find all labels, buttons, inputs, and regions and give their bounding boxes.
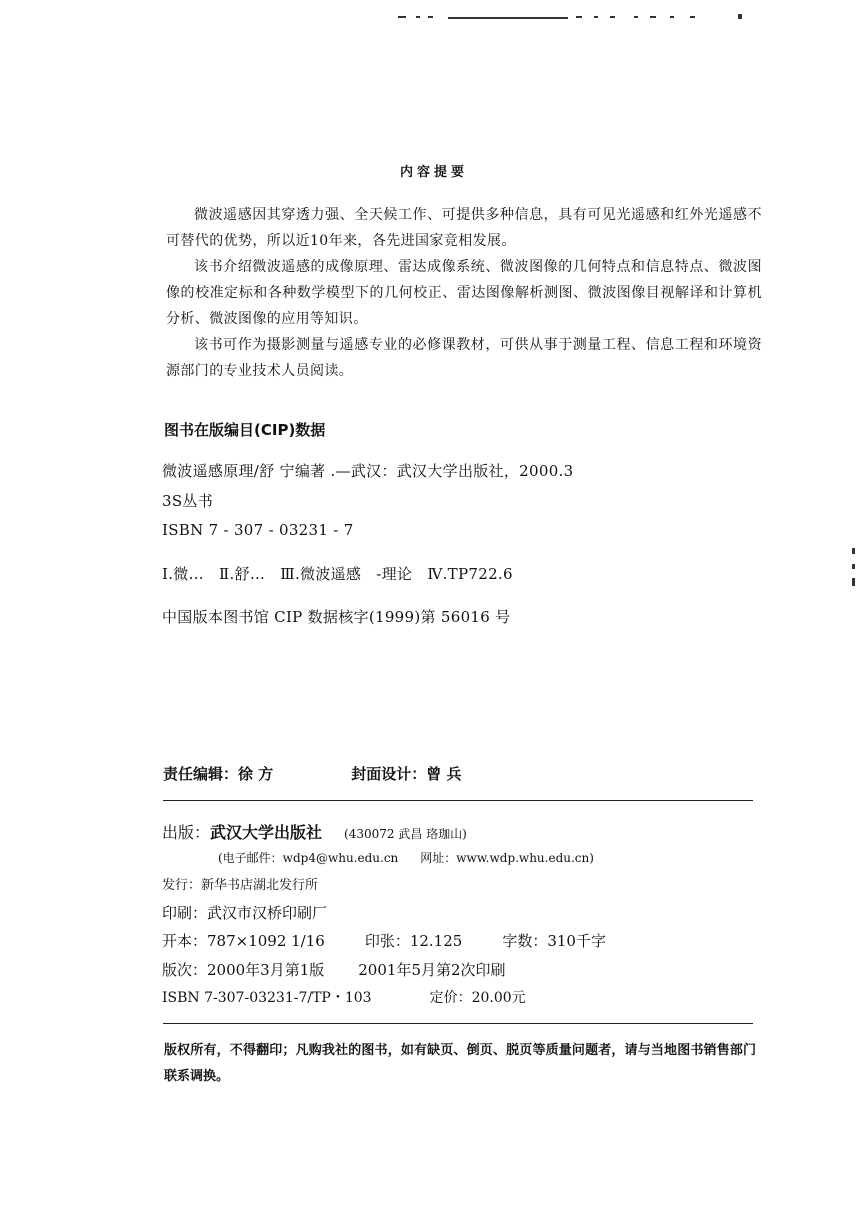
abstract-body — [166, 202, 762, 384]
cip-title-line: 微波遥感原理/舒 宁编著 .—武汉：武汉大学出版社，2000.3 — [162, 462, 574, 480]
publisher-name: 武汉大学出版社 — [210, 823, 323, 842]
word-count: 字数：310千字 — [502, 932, 606, 950]
isbn-full: ISBN 7-307-03231-7/TP・103 — [162, 990, 372, 1006]
printed-sheets: 印张：12.125 — [364, 932, 463, 950]
cip-subject-line: Ⅰ.微… Ⅱ.舒… Ⅲ.微波遥感 -理论 Ⅳ.TP722.6 — [162, 565, 513, 583]
contact-line — [218, 849, 594, 866]
format-line — [162, 930, 606, 951]
book-format: 开本：787×1092 1/16 — [162, 932, 325, 950]
cip-series-line: 3S丛书 — [162, 492, 214, 510]
publisher-label: 出版： — [162, 823, 211, 842]
responsible-editor: 责任编辑：徐 方 — [163, 765, 274, 783]
issuer-line: 发行：新华书店湖北发行所 — [162, 878, 319, 893]
scan-artifact-top — [398, 14, 743, 20]
copyright-notice: 版权所有，不得翻印；凡购我社的图书，如有缺页、倒页、脱页等质量问题者，请与当地图书销售部门联系调换。 — [164, 1043, 756, 1084]
cip-heading: 图书在版编目(CIP)数据 — [164, 421, 326, 439]
scan-artifact-right — [850, 548, 856, 588]
publisher-website: 网址：www.wdp.whu.edu.cn) — [420, 851, 594, 865]
abstract-title: 内容提要 — [399, 165, 468, 180]
printing-info: 2001年5月第2次印刷 — [358, 961, 506, 979]
staff-credits — [163, 763, 461, 784]
publisher-line — [162, 820, 467, 843]
isbn-price-line — [162, 987, 526, 1007]
divider-line — [163, 1023, 753, 1024]
edition-line — [162, 959, 506, 980]
cip-isbn-line: ISBN 7 - 307 - 03231 - 7 — [162, 521, 354, 539]
publisher-address: (430072 武昌 珞珈山) — [344, 827, 467, 841]
divider-line — [163, 800, 753, 801]
publisher-email: (电子邮件：wdp4@whu.edu.cn — [218, 851, 399, 865]
cip-record-number: 中国版本图书馆 CIP 数据核字(1999)第 56016 号 — [162, 608, 511, 626]
cover-designer: 封面设计：曾 兵 — [351, 765, 462, 783]
printer-line: 印刷：武汉市汉桥印刷厂 — [162, 904, 328, 922]
edition-info: 版次：2000年3月第1版 — [162, 961, 325, 979]
price: 定价：20.00元 — [429, 990, 526, 1006]
abstract-paragraph: 微波遥感因其穿透力强、全天候工作、可提供多种信息，具有可见光遥感和红外光遥感不可替代的优势，所以近10年来，各先进国家竞相发展。 — [166, 207, 762, 249]
abstract-paragraph: 该书可作为摄影测量与遥感专业的必修课教材，可供从事于测量工程、信息工程和环境资源部门的专业技术人员阅读。 — [166, 337, 762, 379]
abstract-paragraph: 该书介绍微波遥感的成像原理、雷达成像系统、微波图像的几何特点和信息特点、微波图像的校准定标和各种数学模型下的几何校正、雷达图像解析测图、微波图像目视解译和计算机分析、微波图像的应用等知识。 — [166, 259, 762, 327]
